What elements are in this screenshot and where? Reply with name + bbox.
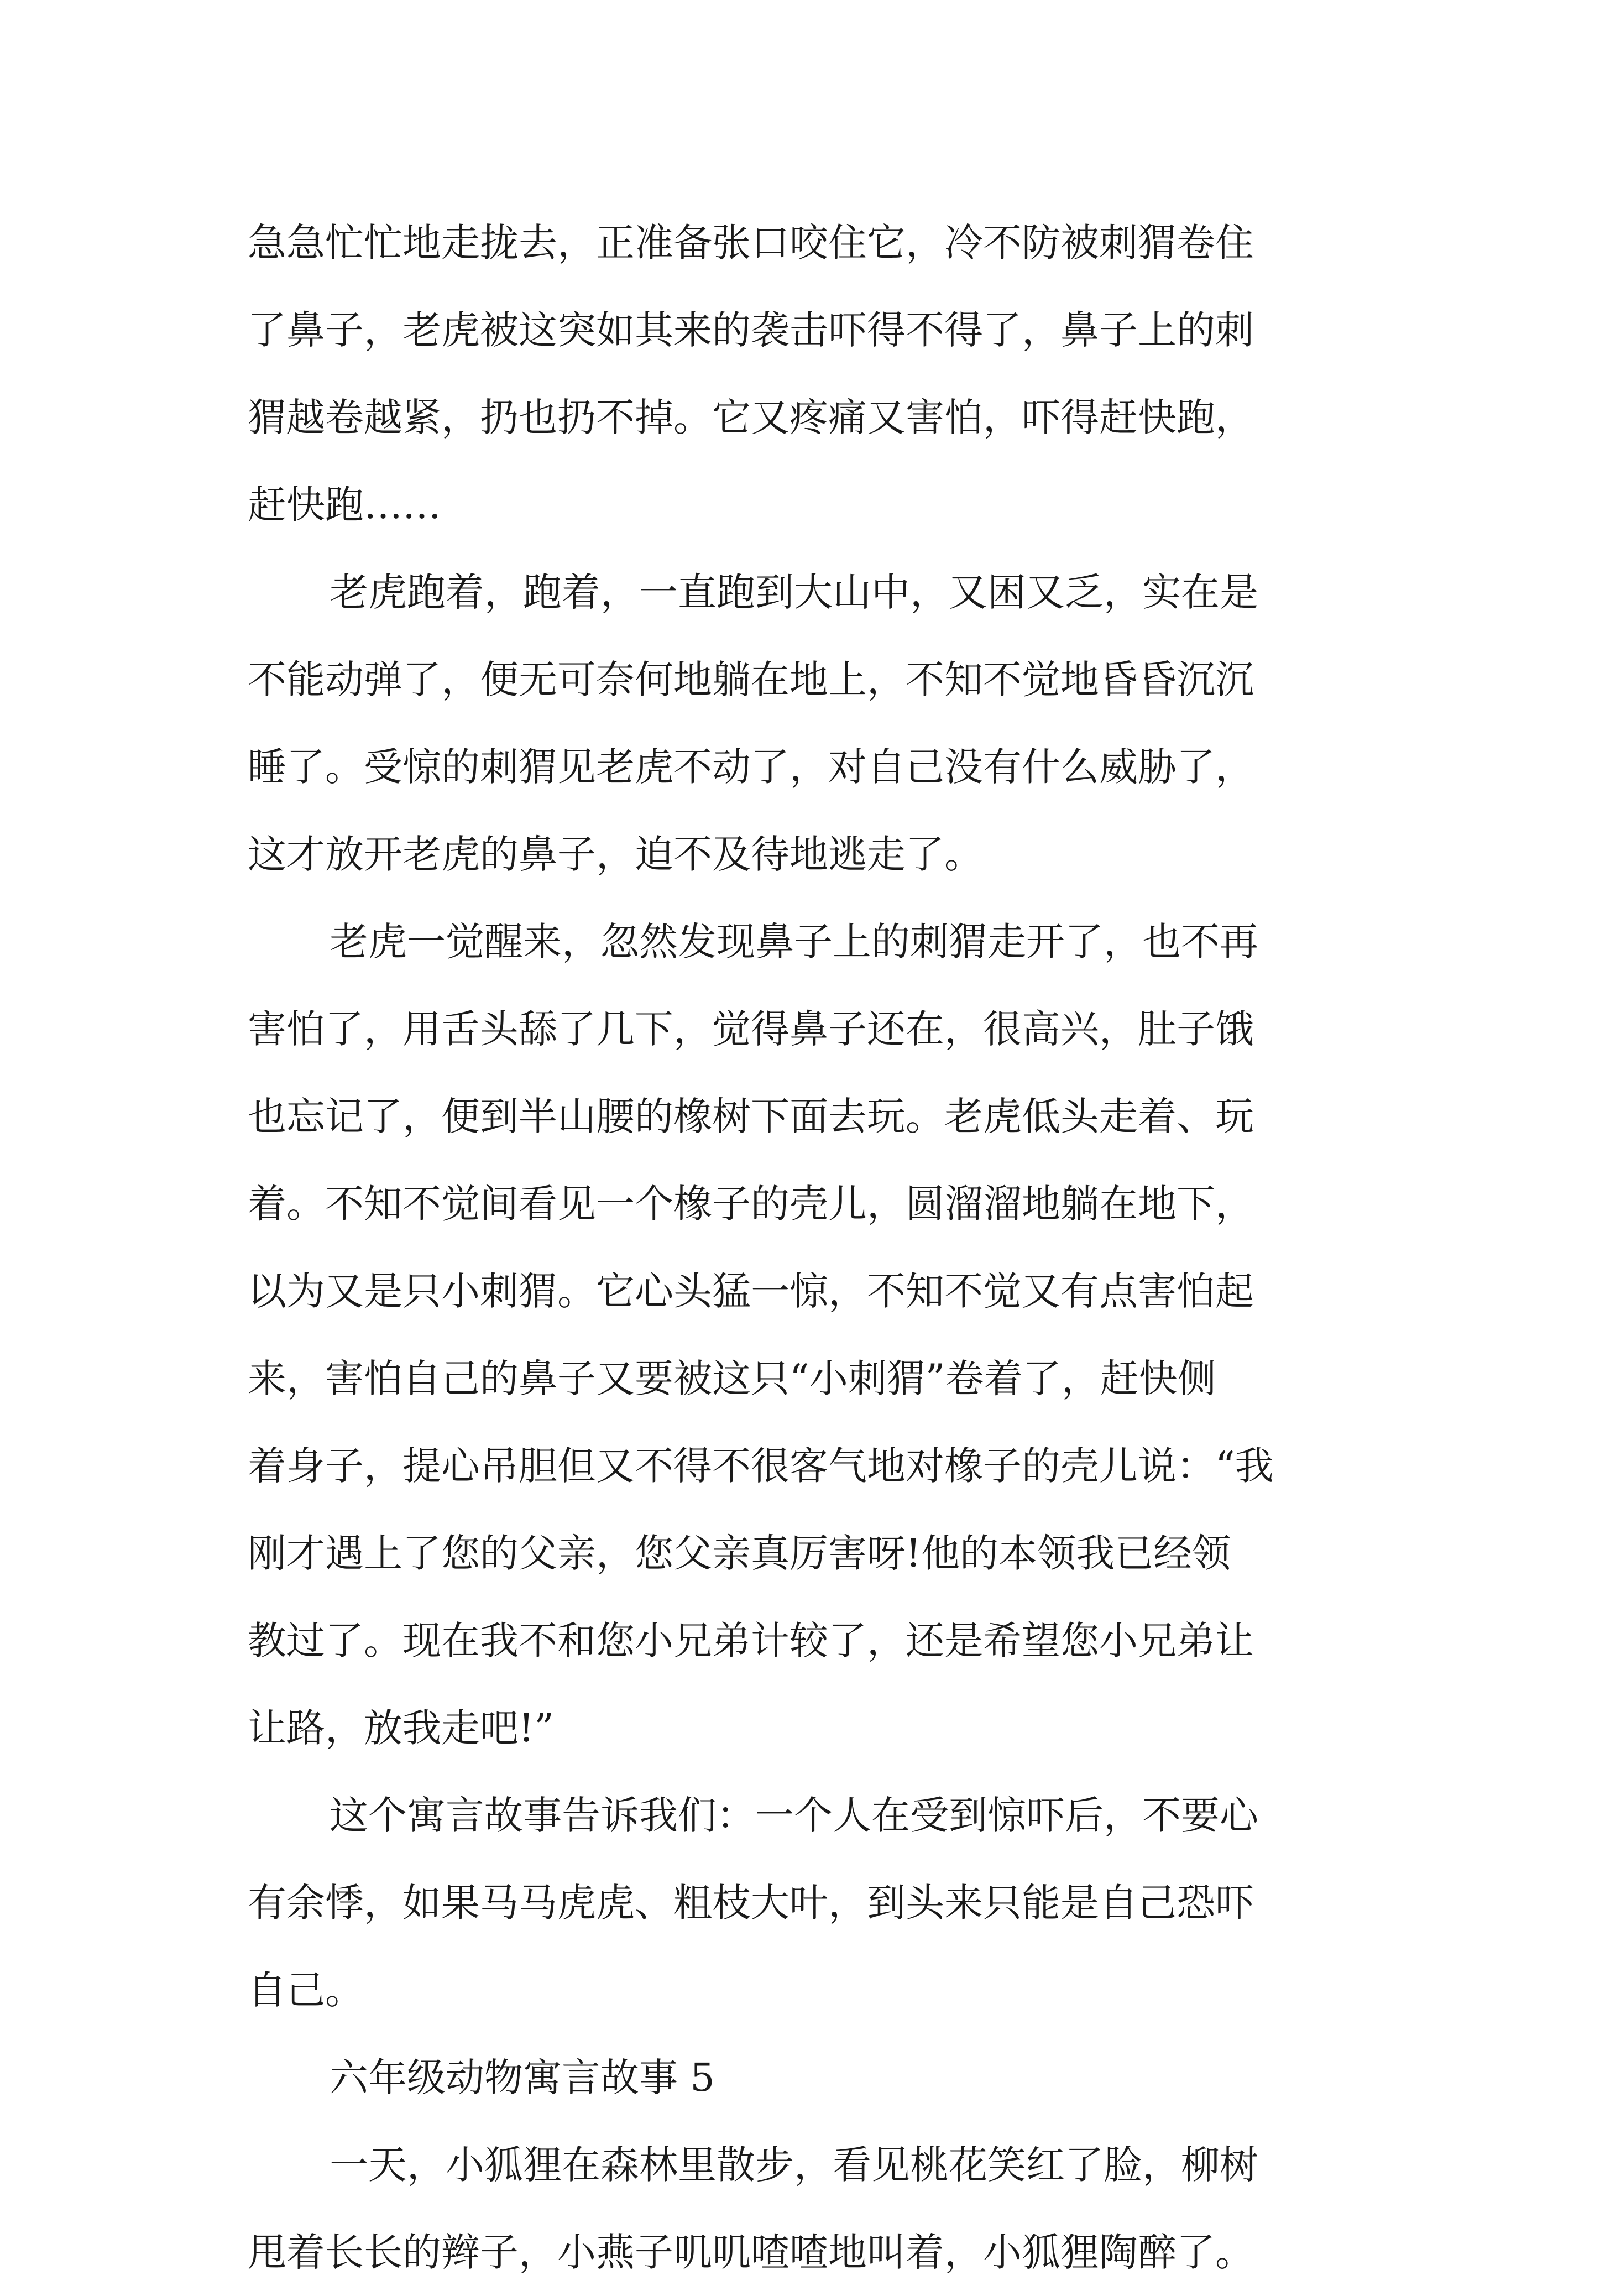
text-line: 自己。	[248, 1968, 364, 2013]
paragraph	[248, 898, 1370, 1772]
text-line: 猬越卷越紧，扔也扔不掉。它又疼痛又害怕，吓得赶快跑，	[248, 395, 1254, 440]
text-line: 也忘记了，便到半山腰的橡树下面去玩。老虎低头走着、玩	[248, 1094, 1254, 1139]
text-line: 甩着长长的辫子，小燕子叽叽喳喳地叫着，小狐狸陶醉了。	[248, 2230, 1254, 2275]
text-line: 让路，放我走吧!”	[248, 1705, 554, 1751]
text-line: 着身子，提心吊胆但又不得不很客气地对橡子的壳儿说：“我	[248, 1443, 1274, 1489]
paragraph	[248, 2121, 1370, 2296]
text-line: 睡了。受惊的刺猬见老虎不动了，对自己没有什么威胁了，	[248, 744, 1254, 790]
text-line: 教过了。现在我不和您小兄弟计较了，还是希望您小兄弟让	[248, 1618, 1254, 1663]
text-line: 着。不知不觉间看见一个橡子的壳儿，圆溜溜地躺在地下，	[248, 1181, 1254, 1227]
paragraph	[248, 1772, 1370, 2034]
text-line: 六年级动物寓言故事 5	[330, 2055, 715, 2100]
text-line: 急急忙忙地走拢去，正准备张口咬住它，冷不防被刺猬卷住	[248, 220, 1254, 265]
text-line: 老虎跑着，跑着，一直跑到大山中，又困又乏，实在是	[330, 570, 1258, 615]
paragraph	[248, 549, 1370, 898]
text-line: 这才放开老虎的鼻子，迫不及待地逃走了。	[248, 832, 983, 877]
section-heading	[248, 2034, 1370, 2121]
text-line: 一天，小狐狸在森林里散步，看见桃花笑红了脸，柳树	[330, 2142, 1258, 2188]
text-line: 赶快跑……	[248, 482, 441, 528]
text-line: 了鼻子，老虎被这突如其来的袭击吓得不得了，鼻子上的刺	[248, 307, 1254, 353]
paragraph	[248, 199, 1370, 549]
text-line: 有余悸，如果马马虎虎、粗枝大叶，到头来只能是自己恐吓	[248, 1880, 1254, 1925]
document-body	[248, 199, 1370, 2296]
text-line: 来，害怕自己的鼻子又要被这只“小刺猬”卷着了，赶快侧	[248, 1356, 1216, 1401]
text-line: 刚才遇上了您的父亲，您父亲真厉害呀!他的本领我已经领	[248, 1531, 1231, 1576]
text-line: 害怕了，用舌头舔了几下，觉得鼻子还在，很高兴，肚子饿	[248, 1006, 1254, 1052]
text-line: 以为又是只小刺猬。它心头猛一惊，不知不觉又有点害怕起	[248, 1269, 1254, 1314]
text-line: 老虎一觉醒来，忽然发现鼻子上的刺猬走开了，也不再	[330, 919, 1258, 964]
text-line: 不能动弹了，便无可奈何地躺在地上，不知不觉地昏昏沉沉	[248, 657, 1254, 702]
text-line: 这个寓言故事告诉我们：一个人在受到惊吓后，不要心	[330, 1793, 1258, 1838]
